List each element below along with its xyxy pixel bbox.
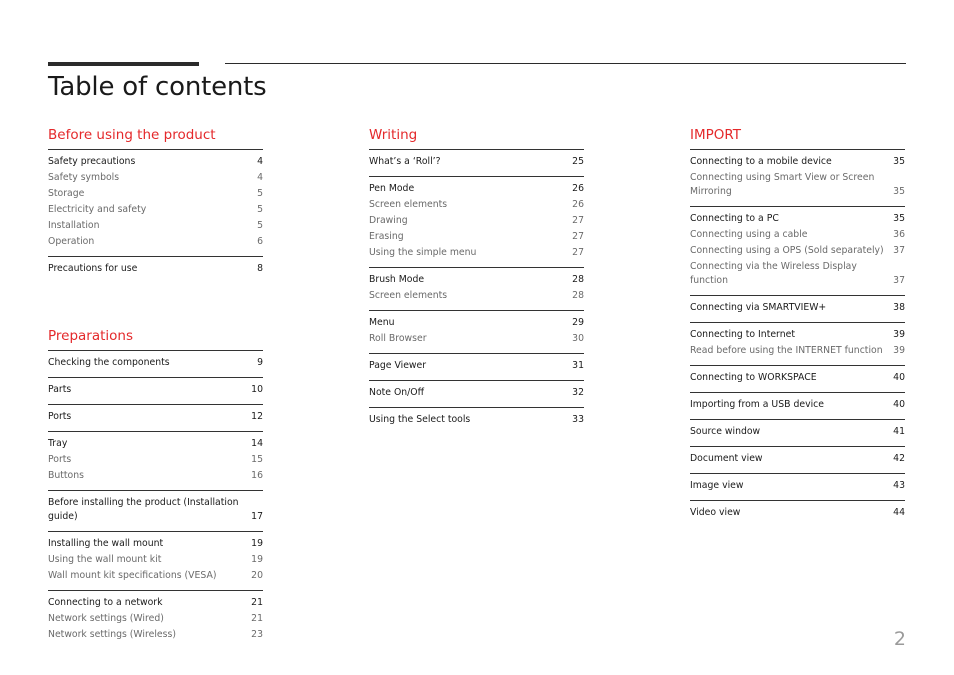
toc-entry-page: 14 xyxy=(251,438,263,449)
toc-group xyxy=(369,380,584,407)
toc-entry-page: 35 xyxy=(893,156,905,167)
toc-subentry[interactable] xyxy=(48,552,263,568)
section-title[interactable]: Preparations xyxy=(48,328,134,344)
toc-entry-label: Connecting via SMARTVIEW+ xyxy=(690,302,827,313)
toc-entry-label: Connecting to a mobile device xyxy=(690,156,832,167)
section-title[interactable]: Writing xyxy=(369,127,418,143)
toc-entry-page: 16 xyxy=(251,470,263,481)
toc-subentry[interactable] xyxy=(48,452,263,468)
toc-group xyxy=(369,176,584,267)
toc-subentry[interactable] xyxy=(369,229,584,245)
toc-entry-label: Roll Browser xyxy=(369,333,427,344)
toc-group xyxy=(369,149,584,176)
toc-entry-page: 19 xyxy=(251,538,263,549)
toc-entry-label: Connecting to WORKSPACE xyxy=(690,372,817,383)
section-spacer xyxy=(48,283,263,327)
toc-group xyxy=(48,590,263,649)
toc-entry-page: 41 xyxy=(893,426,905,437)
toc-entry-page: 27 xyxy=(572,215,584,226)
toc-entry-label: Connecting to a PC xyxy=(690,213,779,224)
toc-entry-label: Using the Select tools xyxy=(369,414,471,425)
toc-group xyxy=(48,404,263,431)
toc-section xyxy=(690,126,905,527)
toc-entry-label: Tray xyxy=(48,438,68,449)
toc-entry-label: Using the wall mount kit xyxy=(48,554,162,565)
toc-column-3 xyxy=(690,126,905,527)
toc-entry[interactable] xyxy=(690,478,905,494)
toc-entry-label: Image view xyxy=(690,480,744,491)
toc-entry-page: 38 xyxy=(893,302,905,313)
toc-entry-page: 5 xyxy=(257,204,263,215)
toc-entry-page: 28 xyxy=(572,274,584,285)
toc-entry-label: Safety precautions xyxy=(48,156,136,167)
toc-group xyxy=(690,500,905,527)
section-title[interactable]: IMPORT xyxy=(690,127,742,143)
toc-entry[interactable] xyxy=(690,505,905,521)
toc-entry[interactable] xyxy=(48,536,263,552)
toc-group xyxy=(690,419,905,446)
toc-entry-label: Before installing the product (Installation guide) xyxy=(48,497,239,522)
toc-entry-page: 44 xyxy=(893,507,905,518)
toc-subentry[interactable] xyxy=(690,243,905,259)
toc-entry-page: 10 xyxy=(251,384,263,395)
toc-entry-label: Connecting using a cable xyxy=(690,229,808,240)
toc-group xyxy=(48,256,263,283)
toc-entry[interactable] xyxy=(369,315,584,331)
toc-section xyxy=(48,126,263,283)
toc-entry[interactable] xyxy=(48,436,263,452)
toc-entry-page: 17 xyxy=(251,511,263,522)
toc-entry-page: 21 xyxy=(251,597,263,608)
toc-subentry[interactable] xyxy=(48,218,263,234)
toc-entry-label: Installation xyxy=(48,220,100,231)
toc-entry-label: Storage xyxy=(48,188,85,199)
toc-group xyxy=(690,392,905,419)
toc-entry-page: 26 xyxy=(572,183,584,194)
toc-entry-page: 32 xyxy=(572,387,584,398)
toc-entry-page: 33 xyxy=(572,414,584,425)
toc-entry[interactable] xyxy=(48,355,263,371)
toc-entry-label: Connecting via the Wireless Display function xyxy=(690,261,857,286)
toc-entry-page: 31 xyxy=(572,360,584,371)
toc-entry-label: Brush Mode xyxy=(369,274,425,285)
toc-group xyxy=(690,446,905,473)
page-title: Table of contents xyxy=(48,72,267,102)
toc-entry[interactable] xyxy=(690,300,905,316)
toc-entry[interactable] xyxy=(690,397,905,413)
toc-entry[interactable] xyxy=(48,495,263,525)
toc-group xyxy=(690,149,905,206)
toc-entry-page: 9 xyxy=(257,357,263,368)
toc-entry[interactable] xyxy=(48,595,263,611)
toc-entry-label: Source window xyxy=(690,426,761,437)
toc-entry-label: Connecting using a OPS (Sold separately) xyxy=(690,245,884,256)
toc-entry-label: Electricity and safety xyxy=(48,204,147,215)
toc-subentry[interactable] xyxy=(48,234,263,250)
toc-entry-page: 6 xyxy=(257,236,263,247)
toc-subentry[interactable] xyxy=(690,259,905,289)
toc-entry-label: Ports xyxy=(48,411,72,422)
toc-entry-label: Video view xyxy=(690,507,741,518)
toc-entry[interactable] xyxy=(48,382,263,398)
toc-entry-label: Drawing xyxy=(369,215,408,226)
toc-section xyxy=(48,327,263,649)
toc-entry-label: Operation xyxy=(48,236,95,247)
toc-subentry[interactable] xyxy=(48,627,263,643)
toc-entry[interactable] xyxy=(369,272,584,288)
toc-entry-page: 5 xyxy=(257,188,263,199)
toc-group xyxy=(690,322,905,365)
toc-entry-page: 35 xyxy=(893,186,905,197)
toc-subentry[interactable] xyxy=(369,331,584,347)
toc-entry[interactable] xyxy=(369,412,584,428)
toc-entry-label: Wall mount kit specifications (VESA) xyxy=(48,570,217,581)
toc-entry-label: Connecting to Internet xyxy=(690,329,795,340)
toc-entry-page: 19 xyxy=(251,554,263,565)
toc-subentry[interactable] xyxy=(690,343,905,359)
toc-entry-page: 35 xyxy=(893,213,905,224)
toc-entry-page: 8 xyxy=(257,263,263,274)
toc-entry-label: What’s a ‘Roll’? xyxy=(369,156,441,167)
toc-group xyxy=(369,310,584,353)
toc-entry-page: 20 xyxy=(251,570,263,581)
toc-entry-label: Connecting to a network xyxy=(48,597,163,608)
toc-section xyxy=(369,126,584,434)
toc-group xyxy=(690,365,905,392)
toc-entry-label: Importing from a USB device xyxy=(690,399,825,410)
toc-entry-page: 36 xyxy=(893,229,905,240)
toc-entry-page: 42 xyxy=(893,453,905,464)
toc-entry-label: Buttons xyxy=(48,470,84,481)
toc-subentry[interactable] xyxy=(369,245,584,261)
toc-entry-label: Installing the wall mount xyxy=(48,538,164,549)
toc-subentry[interactable] xyxy=(369,197,584,213)
toc-entry-page: 27 xyxy=(572,231,584,242)
toc-entry-label: Page Viewer xyxy=(369,360,427,371)
toc-entry-label: Screen elements xyxy=(369,290,448,301)
toc-entry-label: Ports xyxy=(48,454,72,465)
toc-group xyxy=(48,490,263,531)
toc-entry-page: 40 xyxy=(893,399,905,410)
toc-entry-page: 25 xyxy=(572,156,584,167)
toc-entry-page: 40 xyxy=(893,372,905,383)
toc-entry[interactable] xyxy=(369,154,584,170)
toc-group xyxy=(690,206,905,295)
toc-entry-page: 39 xyxy=(893,329,905,340)
header-rule-thick xyxy=(48,62,199,66)
toc-entry-label: Pen Mode xyxy=(369,183,415,194)
toc-entry[interactable] xyxy=(48,261,263,277)
toc-entry-label: Precautions for use xyxy=(48,263,138,274)
toc-group xyxy=(48,377,263,404)
toc-entry-page: 28 xyxy=(572,290,584,301)
toc-group xyxy=(369,353,584,380)
toc-entry[interactable] xyxy=(690,424,905,440)
toc-entry-page: 23 xyxy=(251,629,263,640)
toc-entry[interactable] xyxy=(690,451,905,467)
toc-group xyxy=(369,267,584,310)
toc-entry-page: 15 xyxy=(251,454,263,465)
toc-entry[interactable] xyxy=(369,358,584,374)
toc-entry-label: Document view xyxy=(690,453,763,464)
toc-subentry[interactable] xyxy=(690,227,905,243)
toc-entry-page: 4 xyxy=(257,172,263,183)
toc-subentry[interactable] xyxy=(48,568,263,584)
toc-entry[interactable] xyxy=(690,370,905,386)
toc-subentry[interactable] xyxy=(48,186,263,202)
toc-entry-page: 4 xyxy=(257,156,263,167)
toc-group xyxy=(690,295,905,322)
toc-entry-label: Network settings (Wired) xyxy=(48,613,164,624)
toc-entry-page: 30 xyxy=(572,333,584,344)
toc-subentry[interactable] xyxy=(48,468,263,484)
toc-entry-label: Checking the components xyxy=(48,357,170,368)
toc-group xyxy=(48,149,263,256)
section-title[interactable]: Before using the product xyxy=(48,127,216,143)
toc-entry-label: Note On/Off xyxy=(369,387,425,398)
toc-entry-label: Read before using the INTERNET function xyxy=(690,345,883,356)
toc-entry[interactable] xyxy=(369,181,584,197)
toc-entry-page: 21 xyxy=(251,613,263,624)
toc-entry-label: Menu xyxy=(369,317,395,328)
toc-entry[interactable] xyxy=(690,327,905,343)
toc-subentry[interactable] xyxy=(48,170,263,186)
toc-entry-page: 37 xyxy=(893,275,905,286)
toc-entry[interactable] xyxy=(48,409,263,425)
toc-group xyxy=(48,431,263,490)
toc-entry-page: 37 xyxy=(893,245,905,256)
toc-entry[interactable] xyxy=(369,385,584,401)
toc-entry-label: Network settings (Wireless) xyxy=(48,629,176,640)
toc-entry-label: Safety symbols xyxy=(48,172,120,183)
toc-subentry[interactable] xyxy=(690,170,905,200)
toc-entry-page: 27 xyxy=(572,247,584,258)
toc-group xyxy=(690,473,905,500)
toc-subentry[interactable] xyxy=(48,611,263,627)
toc-group xyxy=(48,531,263,590)
toc-subentry[interactable] xyxy=(48,202,263,218)
toc-entry-label: Using the simple menu xyxy=(369,247,477,258)
toc-entry-label: Parts xyxy=(48,384,72,395)
toc-group xyxy=(369,407,584,434)
header-rule-thin xyxy=(225,63,906,64)
toc-entry-label: Screen elements xyxy=(369,199,448,210)
toc-column-2 xyxy=(369,126,584,434)
toc-entry[interactable] xyxy=(690,154,905,170)
toc-subentry[interactable] xyxy=(369,213,584,229)
toc-entry-page: 39 xyxy=(893,345,905,356)
toc-entry-page: 26 xyxy=(572,199,584,210)
toc-entry-page: 29 xyxy=(572,317,584,328)
toc-entry-label: Erasing xyxy=(369,231,404,242)
toc-entry-label: Connecting using Smart View or Screen Mirroring xyxy=(690,172,875,197)
toc-column-1 xyxy=(48,126,263,649)
toc-entry-page: 5 xyxy=(257,220,263,231)
toc-entry-page: 43 xyxy=(893,480,905,491)
page-number: 2 xyxy=(893,628,906,650)
toc-entry[interactable] xyxy=(690,211,905,227)
toc-entry-page: 12 xyxy=(251,411,263,422)
toc-group xyxy=(48,350,263,377)
toc-entry[interactable] xyxy=(48,154,263,170)
toc-subentry[interactable] xyxy=(369,288,584,304)
